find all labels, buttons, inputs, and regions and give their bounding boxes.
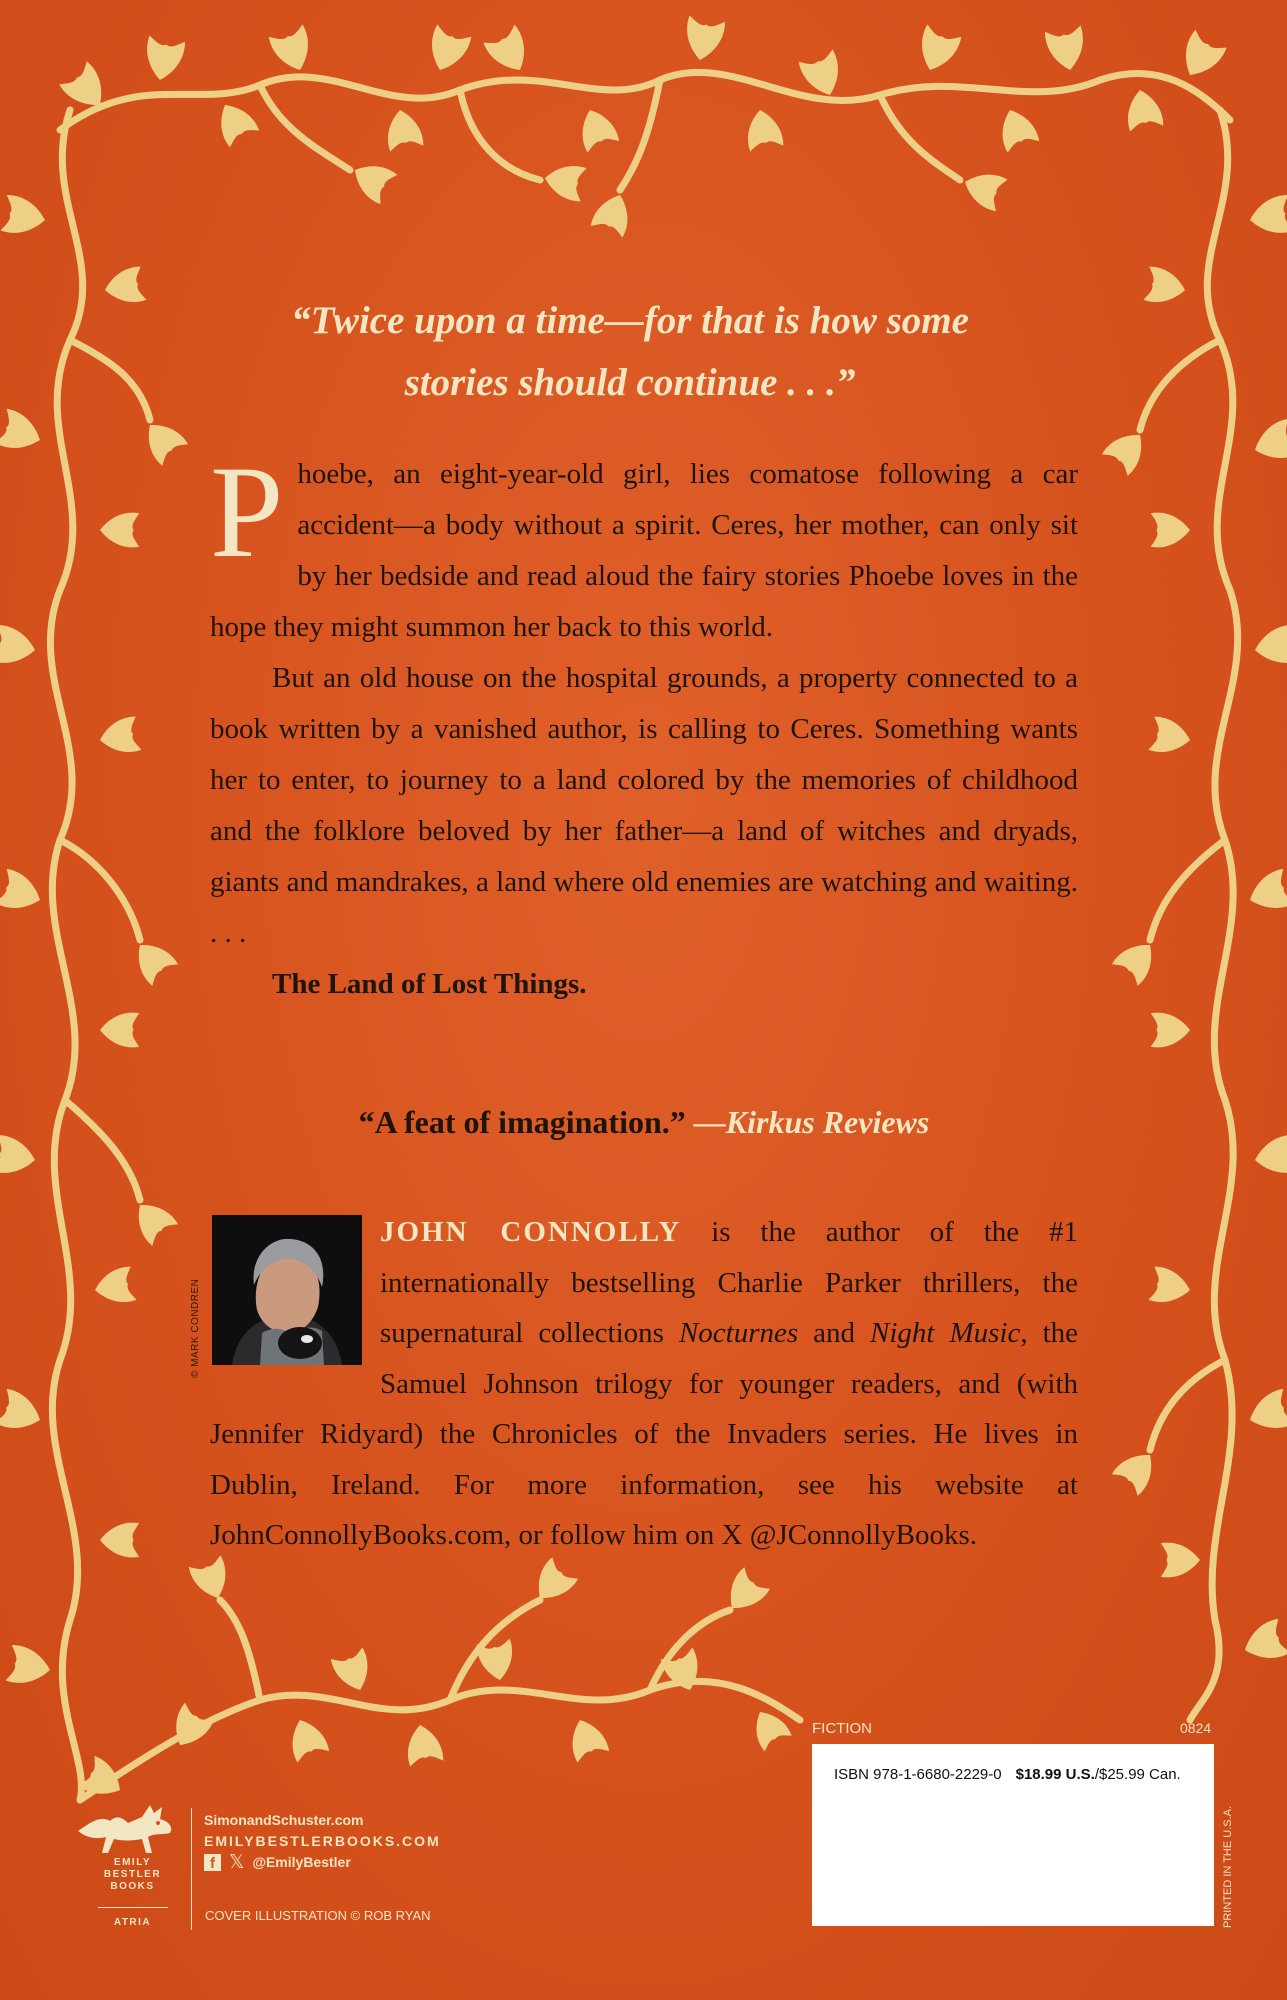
drop-cap: P bbox=[210, 438, 284, 585]
social-handle[interactable]: @EmilyBestler bbox=[252, 1854, 351, 1870]
book-title-night-music: Night Music bbox=[870, 1317, 1021, 1349]
description-paragraph-3: The Land of Lost Things. bbox=[272, 968, 587, 1000]
cover-illustration-credit: COVER ILLUSTRATION © ROB RYAN bbox=[205, 1908, 431, 1923]
barcode-box bbox=[812, 1744, 1214, 1926]
logo-divider bbox=[98, 1907, 168, 1908]
isbn: ISBN 978-1-6680-2229-0 bbox=[834, 1766, 1002, 1783]
logo-wordmark bbox=[70, 1857, 195, 1893]
author-bio bbox=[210, 1207, 1078, 1561]
paragraph-1-text: hoebe, an eight-year-old girl, lies comatose following a car accident—a body without a spirit. Ceres, her mother, can only sit by her bedside and read aloud the fairy stories Phoebe loves in the hope they might summon her back to this world. bbox=[210, 458, 1078, 643]
tagline-quote bbox=[210, 290, 1050, 414]
tagline-line-1: “Twice upon a time—for that is how some bbox=[291, 299, 969, 342]
logo-line-3: BOOKS bbox=[110, 1881, 155, 1892]
review-source: —Kirkus Reviews bbox=[693, 1104, 930, 1140]
isbn-price-line bbox=[834, 1766, 1181, 1783]
facebook-icon[interactable]: f bbox=[204, 1854, 221, 1871]
publisher-divider bbox=[191, 1808, 192, 1930]
book-title-nocturnes: Nocturnes bbox=[678, 1317, 799, 1349]
printed-in-label: PRINTED IN THE U.S.A. bbox=[1222, 1805, 1234, 1928]
tagline-line-2: stories should continue . . .” bbox=[404, 361, 856, 404]
publisher-links bbox=[204, 1810, 441, 1873]
social-links bbox=[204, 1852, 441, 1873]
website-simon-schuster[interactable]: SimonandSchuster.com bbox=[204, 1812, 364, 1828]
review-text: “A feat of imagination.” bbox=[358, 1104, 686, 1140]
review-quote bbox=[210, 1104, 1078, 1141]
photo-credit: © MARK CONDREN bbox=[190, 1278, 201, 1378]
imprint-name: ATRIA bbox=[113, 1917, 152, 1928]
bio-text-2: and bbox=[798, 1317, 870, 1349]
author-name: JOHN CONNOLLY bbox=[380, 1216, 682, 1248]
logo-line-1: EMILY bbox=[113, 1857, 152, 1868]
description-paragraph-2: But an old house on the hospital grounds, a property connected to a book written by a vanished author, is calling to Ceres. Something wants her to enter, to journey to a land colored by the memories of childhood and the folklore beloved by her father—a land of witches and dryads, giants and mandrakes, a land where old enemies are watching and waiting. . . . bbox=[210, 662, 1078, 949]
print-code: 0824 bbox=[1180, 1720, 1212, 1736]
fox-icon bbox=[70, 1795, 195, 1857]
publisher-logo bbox=[70, 1795, 195, 1945]
description-paragraph-1 bbox=[210, 438, 1078, 653]
logo-line-2: BESTLER bbox=[103, 1869, 162, 1880]
price-us: $18.99 U.S. bbox=[1015, 1766, 1095, 1783]
photo-space bbox=[210, 1207, 380, 1407]
book-description bbox=[210, 438, 1078, 1010]
bio-text-3: , the Samuel Johnson trilogy for younger readers, and (with Jennifer Ridyard) the Chronicles of the Invaders series. He lives in Dublin, Ireland. For more information, see his website at JohnConnollyBooks.com, or follow him on X @JConnollyBooks. bbox=[210, 1317, 1078, 1551]
x-icon[interactable]: 𝕏 bbox=[229, 1852, 245, 1873]
genre-label: FICTION bbox=[812, 1720, 872, 1737]
website-emily-bestler[interactable]: EMILYBESTLERBOOKS.COM bbox=[204, 1833, 441, 1849]
price-can: /$25.99 Can. bbox=[1094, 1766, 1181, 1783]
bio-text-1: is the author of the #1 internationally bestselling Charlie Parker thrillers, the supernatural collections bbox=[380, 1216, 1078, 1349]
